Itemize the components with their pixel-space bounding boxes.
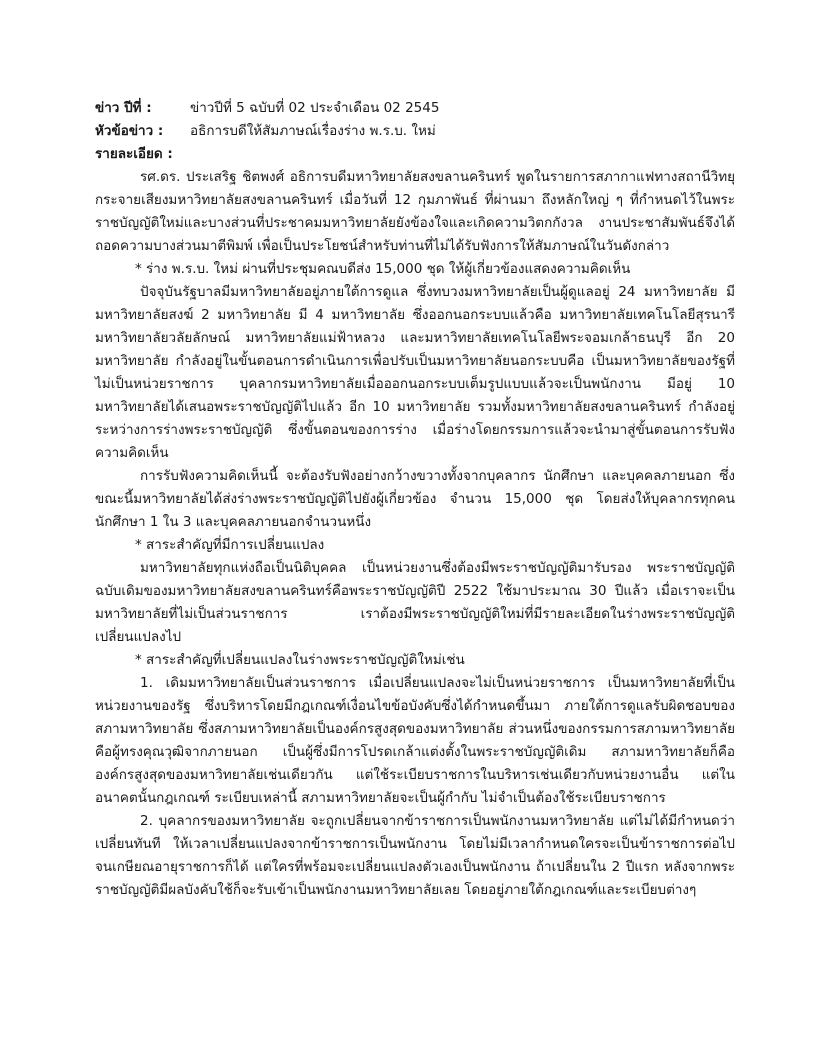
- paragraph-universities: ปัจจุบันรัฐบาลมีมหาวิทยาลัยอยู่ภายใต้การดูแล ซึ่งทบวงมหาวิทยาลัยเป็นผู้ดูแลอยู่ 24 มหาวิทยาลัย มีมหาวิทยาลัยสงฆ์ 2 มหาวิทยาลัย มี 4 มหาวิทยาลัย ซึ่งออกนอกระบบแล้วคือ มหาวิทยาลัยเทคโนโลยีสุรนารี มหาวิทยาลัยวลัยลักษณ์ มหาวิทยาลัยแม่ฟ้าหลวง และมหาวิทยาลัยเทคโนโลยีพระจอมเกล้าธนบุรี อีก 20 มหาวิทยาลัย กำลังอยู่ในขั้นตอนการดำเนินการเพื่อปรับเป็นมหาวิทยาลัยนอกระบบคือ เป็นมหาวิทยาลัยของรัฐที่ไม่เป็นหน่วยราชการ บุคลากรมหาวิทยาลัยเมื่อออกนอกระบบเต็มรูปแบบแล้วจะเป็นพนักงาน มีอยู่ 10 มหาวิทยาลัยได้เสนอพระราชบัญญัติไปแล้ว อีก 10 มหาวิทยาลัย รวมทั้งมหาวิทยาลัยสงขลานครินทร์ กำลังอยู่ระหว่างการร่างพระราชบัญญัติ ซึ่งขั้นตอนของการร่าง เมื่อร่างโดยกรรมการแล้วจะนำมาสู่ขั้นตอนการรับฟังความคิดเห็น: [95, 284, 735, 461]
- headline-row: [95, 120, 735, 143]
- paragraph-point-2: 2. บุคลากรของมหาวิทยาลัย จะถูกเปลี่ยนจากข้าราชการเป็นพนักงานมหาวิทยาลัย แต่ไม่ได้มีกำหนดว่าเปลี่ยนทันที ให้เวลาเปลี่ยนแปลงจากข้าราชการเป็นพนักงาน โดยไม่มีเวลากำหนดใครจะเป็นข้าราชการต่อไปจนเกษียณอายุราชการก็ได้ แต่ใครที่พร้อมจะเปลี่ยนแปลงตัวเองเป็นพนักงาน ถ้าเปลี่ยนใน 2 ปีแรก หลังจากพระราชบัญญัติมีผลบังคับใช้ก็จะรับเข้าเป็นพนักงานมหาวิทยาลัยเลย โดยอยู่ภายใต้กฎเกณฑ์และระเบียบต่างๆ: [95, 813, 735, 898]
- paragraph-intro: รศ.ดร. ประเสริฐ ชิตพงศ์ อธิการบดีมหาวิทยาลัยสงขลานครินทร์ พูดในรายการสภากาแฟทางสถานีวิทยุกระจายเสียงมหาวิทยาลัยสงขลานครินทร์ เมื่อวันที่ 12 กุมภาพันธ์ ที่ผ่านมา ถึงหลักใหญ่ ๆ ที่กำหนดไว้ในพระราชบัญญัติใหม่และบางส่วนที่ประชาคมมหาวิทยาลัยยังข้องใจและเกิดความวิตกกังวล งานประชาสัมพันธ์จึงได้ถอดความบางส่วนมาตีพิมพ์ เพื่อเป็นประโยชน์สำหรับท่านที่ไม่ได้รับฟังการให้สัมภาษณ์ในวันดังกล่าว: [95, 169, 735, 254]
- news-year-row: [95, 97, 735, 120]
- bullet-new-act-changes: * สาระสำคัญที่เปลี่ยนแปลงในร่างพระราชบัญญัติใหม่เช่น: [135, 652, 465, 668]
- news-meta: [95, 97, 735, 166]
- headline-value: อธิการบดีให้สัมภาษณ์เรื่องร่าง พ.ร.บ. ใหม่: [190, 123, 436, 139]
- details-row: [95, 143, 735, 166]
- news-year-value: ข่าวปีที่ 5 ฉบับที่ 02 ประจำเดือน 02 2545: [190, 100, 440, 116]
- headline-label: หัวข้อข่าว :: [95, 123, 164, 139]
- article-body: [95, 166, 735, 902]
- paragraph-legal-entity: มหาวิทยาลัยทุกแห่งถือเป็นนิติบุคคล เป็นหน่วยงานซึ่งต้องมีพระราชบัญญัติมารับรอง พระราชบัญญัติฉบับเดิมของมหาวิทยาลัยสงขลานครินทร์คือพระราชบัญญัติปี 2522 ใช้มาประมาณ 30 ปีแล้ว เมื่อเราจะเป็นมหาวิทยาลัยที่ไม่เป็นส่วนราชการ เราต้องมีพระราชบัญญัติใหม่ที่มีรายละเอียดในร่างพระราชบัญญัติเปลี่ยนแปลงไป: [95, 560, 735, 645]
- news-year-label: ข่าว ปีที่ :: [95, 100, 152, 116]
- details-label: รายละเอียด :: [95, 146, 173, 162]
- bullet-draft-act: * ร่าง พ.ร.บ. ใหม่ ผ่านที่ประชุมคณบดีส่ง 15,000 ชุด ให้ผู้เกี่ยวข้องแสดงความคิดเห็น: [135, 261, 631, 277]
- paragraph-hearing: การรับฟังความคิดเห็นนี้ จะต้องรับฟังอย่างกว้างขวางทั้งจากบุคลากร นักศึกษา และบุคคลภายนอก ซึ่งขณะนี้มหาวิทยาลัยได้ส่งร่างพระราชบัญญัติไปยังผู้เกี่ยวข้อง จำนวน 15,000 ชุด โดยส่งให้บุคลากรทุกคน นักศึกษา 1 ใน 3 และบุคคลภายนอกจำนวนหนึ่ง: [95, 468, 735, 530]
- bullet-key-changes: * สาระสำคัญที่มีการเปลี่ยนแปลง: [135, 537, 325, 553]
- document-page: [95, 97, 735, 902]
- paragraph-point-1: 1. เดิมมหาวิทยาลัยเป็นส่วนราชการ เมื่อเปลี่ยนแปลงจะไม่เป็นหน่วยราชการ เป็นมหาวิทยาลัยที่เป็นหน่วยงานของรัฐ ซึ่งบริหารโดยมีกฎเกณฑ์เงื่อนไขข้อบังคับซึ่งได้กำหนดขึ้นมา ภายใต้การดูแลรับผิดชอบของสภามหาวิทยาลัย ซึ่งสภามหาวิทยาลัยเป็นองค์กรสูงสุดของมหาวิทยาลัย ส่วนหนึ่งของกรรมการสภามหาวิทยาลัยคือผู้ทรงคุณวุฒิจากภายนอก เป็นผู้ซึ่งมีการโปรดเกล้าแต่งตั้งในพระราชบัญญัติเดิม สภามหาวิทยาลัยก็คือ องค์กรสูงสุดของมหาวิทยาลัยเช่นเดียวกัน แต่ใช้ระเบียบราชการในบริหารเช่นเดียวกับหน่วยงานอื่น แต่ในอนาคตนั้นกฎเกณฑ์ ระเบียบเหล่านี้ สภามหาวิทยาลัยจะเป็นผู้กำกับ ไม่จำเป็นต้องใช้ระเบียบราชการ: [95, 675, 735, 806]
